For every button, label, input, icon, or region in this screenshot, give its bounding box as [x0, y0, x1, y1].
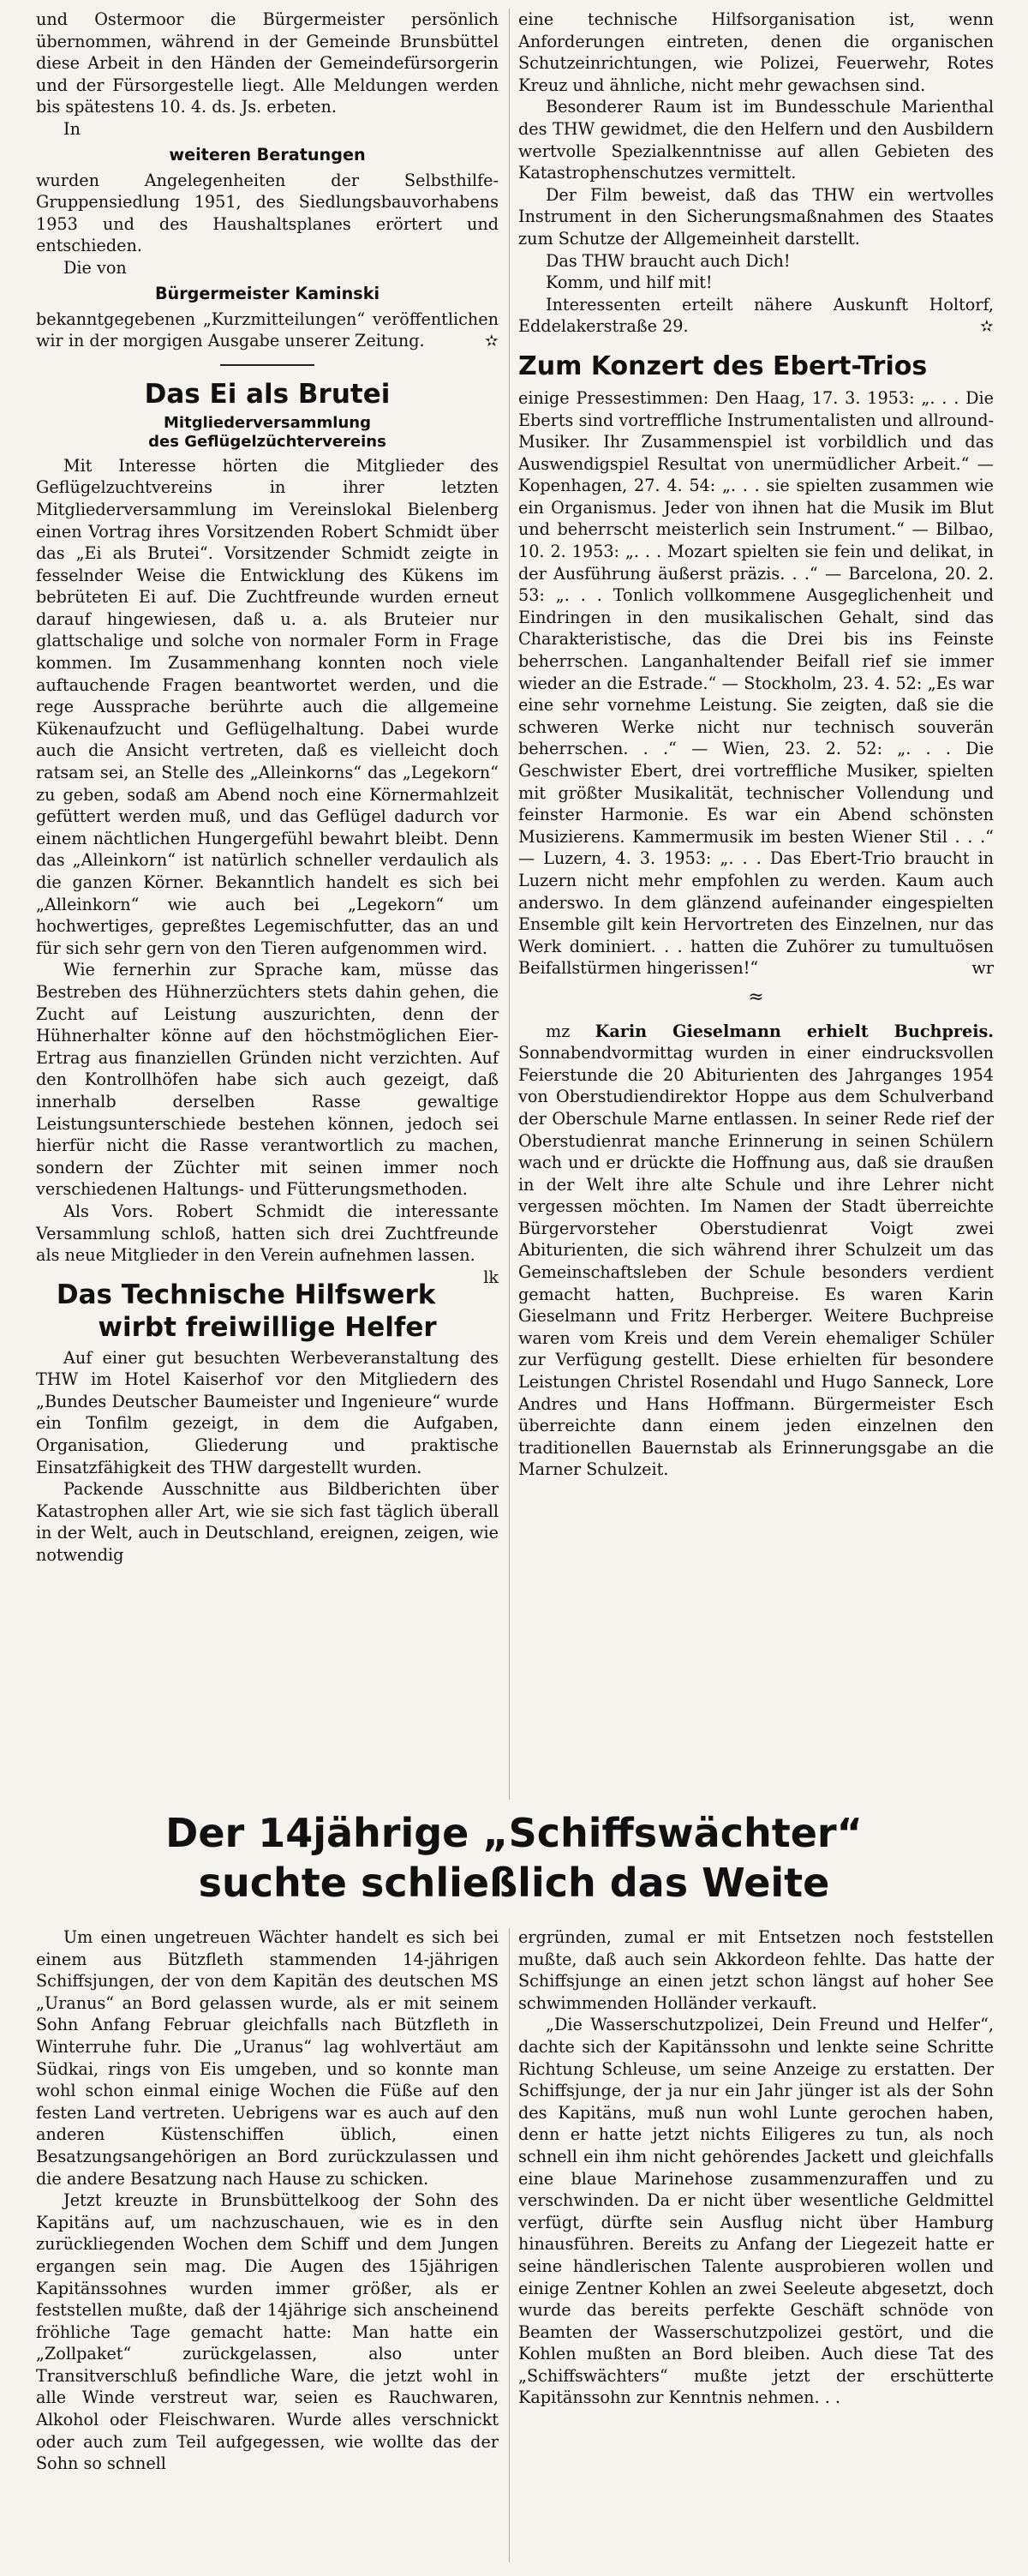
- thw-contact: Interessenten erteilt nähere Auskunft Holtorf, Eddelakerstraße 29.: [518, 294, 994, 337]
- ei-paragraph-3: [36, 1201, 499, 1287]
- kaminski-paragraph: [36, 309, 499, 352]
- ebert-headline: Zum Konzert des Ebert-Trios: [518, 350, 928, 381]
- section-rule: [220, 364, 314, 366]
- ei-subhead-1: Mitgliederversammlung: [164, 413, 371, 432]
- ei-signature: lk: [483, 1267, 499, 1287]
- bottom-left-column: [36, 1926, 499, 2475]
- column-divider: [509, 9, 510, 1800]
- schiff-paragraph-1: Um einen ungetreuen Wächter handelt es sich bei einem aus Bützfleth stammenden 14-jährigen Schiffsjungen, der von dem Kapitän des deutschen MS „Uranus“ an Bord gelassen wurde, als er mit seinem Sohn Anfang Februar gleichfalls nach Bützfleth in Winterruhe fuhr. Die „Uranus“ lag wohlvertäut am Südkai, rings von Eis umgeben, und so konnte man wohl schon einmal einige Wochen die Füße auf den festen Land vertreten. Uebrigens war es auch auf den anderen Küstenschiffen üblich, einen Besatzungsangehörigen an Bord zurückzulassen und die andere Besatzung nach Hause zu schicken.: [36, 1927, 499, 2189]
- schiffswaechter-headline: [0, 1808, 1028, 1908]
- thw-paragraph-7: [518, 294, 994, 338]
- karin-headline: Karin Gieselmann erhielt Buchpreis.: [595, 1021, 994, 1041]
- in-word: In: [63, 118, 81, 139]
- ei-paragraph-3-text: Als Vors. Robert Schmidt die interessante Versammlung schloß, hatten sich drei Zuchtfreunde als neue Mitglieder in den Verein aufnehmen lassen.: [36, 1201, 499, 1266]
- subhead-beratungen: weiteren Beratungen: [169, 144, 366, 165]
- die-von-text: Die von: [63, 257, 127, 278]
- thw-paragraph-4: Der Film beweist, daß das THW ein wertvolles Instrument in den Sicherungsmaßnahmen des Staates zum Schutze der Allgemeinheit darstellt.: [518, 184, 994, 249]
- schiff-paragraph-2: Jetzt kreuzte in Brunsbüttelkoog der Sohn des Kapitäns auf, um nachzuschauen, wie es in den zurückliegenden Wochen dem Schiff und dem Jungen ergangen sein mag. Die Augen des 15jährigen Kapitänssohnes wurden immer größer, als er feststellen mußte, daß der 14jährige sich anscheinend fröhliche Tage gemacht hatte: Man hatte ein „Zollpaket“ zurückgelassen, also unter Transitverschluß befindliche Ware, die jetzt wohl in alle Winde verstreut war, seien es Rauchwaren, Alkohol oder Fleischwaren. Wurde alles verschnickt oder auch zum Teil aufgegessen, wie wollte das der Sohn so schnell: [36, 2190, 499, 2474]
- ei-headline: Das Ei als Brutei: [144, 378, 391, 410]
- karin-text: Sonnabendvormittag wurden in einer eindrucksvollen Feierstunde die 20 Abiturienten des Jahrganges 1954 von Oberstudiendirektor Hoppe aus dem Schulverband der Oberschule Marne entlassen. In seiner Rede rief der Oberstudienrat manche Erinnerung in seinen Schülern wach und er drückte die Hoffnung aus, daß sie draußen in der Welt ihre alte Schule und ihre Lehrer nicht vergessen möchten. Im Namen der Stadt überreichte Bürgervorsteher Oberstudienrat Voigt zwei Abiturienten, die sich während ihrer Schulzeit um das Gemeinschaftsleben der Schule besonders verdient gemacht hatten, Buchpreise. Es waren Karin Gieselmann und Fritz Herberger. Weitere Buchpreise waren vom Kreis und dem Verein ehemaliger Schüler zur Verfügung gestellt. Diese erhielten für besondere Leistungen Christel Rosendahl und Hugo Sanneck, Lore Andres und Hans Hoffmann. Bürgermeister Esch überreichte dann einem jeden einzelnen den traditionellen Bauernstab als Erinnerungsgabe an die Marner Schulzeit.: [518, 1043, 994, 1480]
- schiff-paragraph-4: „Die Wasserschutzpolizei, Dein Freund und Helfer“, dachte sich der Kapitänssohn und lenkte seine Schritte Richtung Schleuse, um seine Anzeige zu erstatten. Der Schiffsjunge, der ja nur ein Jahr jünger ist als der Sohn des Kapitäns, muß nun wohl Lunte gerochen haben, denn er hatte jetzt nichts Eiligeres zu tun, als noch schnell ein ihm nicht gehörendes Jackett und gleichfalls eine blaue Marinehose zusammenzuraffen und zu verschwinden. Da er nicht über wesentliche Geldmittel verfügt, dürfte sein Ausflug nicht über Hamburg hinausführen. Bereits zu Anfang der Liegezeit hatte er seine händlerischen Talente ausprobieren wollen und einige Zentner Kohlen an zwei Seeleute abgesetzt, doch wurde das bereits perfekte Geschäft schnöde von Beamten der Wasserschutzpolizei gestört, und die Kohlen mußten an Bord bleiben. Auch diese Tat des „Schiffswächters“ mußte jetzt der erschütterte Kapitänssohn zur Kenntnis nehmen. . .: [518, 2015, 994, 2408]
- ebert-paragraph: [518, 387, 994, 979]
- beratungen-paragraph: wurden Angelegenheiten der Selbsthilfe-Gruppensiedlung 1951, des Siedlungsbauvorhabens 1953 und des Haushaltsplanes erörtert und entschieden.: [36, 170, 499, 256]
- thw-paragraph-5: Das THW braucht auch Dich!: [546, 250, 791, 271]
- intro-paragraph: und Ostermoor die Bürgermeister persönlich übernommen, während in der Gemeinde Brunsbüttel diese Arbeit in den Händen der Gemeindefürsorgerin und der Fürsorgestelle liegt. Alle Meldungen werden bis spätestens 10. 4. ds. Js. erbeten.: [36, 9, 499, 117]
- ebert-text: einige Pressestimmen: Den Haag, 17. 3. 1953: „. . . Die Eberts sind vortreffliche Instrumentalisten und allround-Musiker. Ihr Zusammenspiel ist vorbildlich und das Auswendigspiel Resultat von unermüdlicher Arbeit.“ — Kopenhagen, 27. 4. 54: „. . . sie spielten zusammen wie ein Organismus. Jeder von ihnen hat die Musik im Blut und beherrscht meisterlich sein Instrument.“ — Bilbao, 10. 2. 1953: „. . . Mozart spielten sie fein und delikat, in der Ausführung äußerst präzis. . .“ — Barcelona, 20. 2. 53: „. . . Tonlich vollkommene Ausgeglichenheit und Eindringen in den musikalischen Gehalt, sind das Charakteristische, das die Drei bis ins Feinste beherrschen. Langanhaltender Beifall rief sie immer wieder an die Estrade.“ — Stockholm, 23. 4. 52: „Es war eine sehr vornehme Leistung. Sie zeigten, daß sie die schweren Werke nicht nur technisch souverän beherrschen. . .“ — Wien, 23. 2. 52: „. . . Die Geschwister Ebert, drei vortreffliche Musiker, spielten mit größter Musikalität, technischer Vollendung und feinster Harmonie. Es war ein Abend schönsten Musizierens. Kammermusik im besten Wiener Stil . . .“ — Luzern, 4. 3. 1953: „. . . Das Ebert-Trio braucht in Luzern nicht mehr empfohlen zu werden. Kaum auch anderswo. In dem glänzend aufeinander eingespielten Ensemble gilt kein Hervortreten des Einzelnen, nur das Werk dominiert. . . hatten die Zuhörer zu tumultuösen Beifallstürmen hingerissen!“: [518, 387, 994, 979]
- thw-paragraph-1: Auf einer gut besuchten Werbeveranstaltung des THW im Hotel Kaiserhof vor den Mitgliedern des „Bundes Deutscher Baumeister und Ingenieure“ wurde ein Tonfilm gezeigt, in dem die Aufgaben, Organisation, Gliederung und praktische Einsatzfähigkeit des THW dargestellt wurden.: [36, 1347, 499, 1477]
- karin-lead: mz: [546, 1021, 571, 1041]
- star-icon: ✫: [484, 331, 499, 351]
- wave-divider: ≈: [748, 985, 764, 1008]
- subhead-kaminski: Bürgermeister Kaminski: [154, 283, 380, 303]
- thw-headline: Das Technische Hilfswerk wirbt freiwillige Helfer: [56, 1279, 437, 1343]
- column-divider-bottom: [509, 1928, 510, 2562]
- star-icon: ✫: [979, 316, 994, 337]
- right-column: [518, 9, 994, 1481]
- bottom-right-column: [518, 1926, 994, 2409]
- ei-paragraph-2: Wie fernerhin zur Sprache kam, müsse das Bestreben des Hühnerzüchters stets dahin gehen, die Zucht auf Leistung auszurichten, denn der Hühnerhalter könne auf den höchstmöglichen Eier-Ertrag aus finanziellen Gründen nicht verzichten. Auf den Kontrollhöfen habe sich auch gezeigt, daß innerhalb derselben Rasse gewaltige Leistungsunterschiede bestehen können, jedoch sei hierfür nicht die Rasse verantwortlich zu machen, sondern der Züchter mit seinen immer noch verschiedenen Haltungs- und Fütterungsmethoden.: [36, 960, 499, 1200]
- left-column: [36, 9, 499, 1567]
- headline-line-1: Der 14jährige „Schiffswächter“: [165, 1810, 863, 1856]
- karin-paragraph: [518, 1021, 994, 1481]
- ebert-signature: wr: [971, 958, 994, 979]
- headline-line-2: suchte schließlich das Weite: [198, 1860, 830, 1906]
- schiff-paragraph-3: ergründen, zumal er mit Entsetzen noch feststellen mußte, daß auch sein Akkordeon fehlte. Das hatte der Schiffsjunge an einen jetzt schon längst auf hoher See schwimmenden Holländer verkauft.: [518, 1927, 994, 2013]
- thw-paragraph-6: Komm, und hilf mit!: [546, 273, 713, 293]
- thw-paragraph-3: Besonderer Raum ist im Bundesschule Marienthal des THW gewidmet, die den Helfern und den Ausbildern wertvolle Spezialkenntnisse auf allen Gebieten des Katastrophenschutzes vermittelt.: [518, 97, 994, 183]
- kaminski-text: bekanntgegebenen „Kurzmitteilungen“ veröffentlichen wir in der morgigen Ausgabe unserer Zeitung.: [36, 309, 499, 351]
- thw-paragraph-2: Packende Ausschnitte aus Bildberichten über Katastrophen aller Art, wie sie sich fast täglich überall in der Welt, auch in Deutschland, ereignen, zeigen, wie notwendig: [36, 1479, 499, 1566]
- thw-continued: eine technische Hilfsorganisation ist, wenn Anforderungen eintreten, denen die organischen Schutzeinrichtungen, wie Polizei, Feuerwehr, Rotes Kreuz und ähnliche, nicht mehr gewachsen sind.: [518, 9, 994, 95]
- ei-paragraph-1: Mit Interesse hörten die Mitglieder des Geflügelzuchtvereins in ihrer letzten Mitgliederversammlung im Vereinslokal Bielenberg einen Vortrag ihres Vorsitzenden Robert Schmidt über das „Ei als Brutei“. Vorsitzender Schmidt zeigte in fesselnder Weise die Entwicklung des Kükens im bebrüteten Ei auf. Die Zuchtfreunde wurden erneut darauf hingewiesen, daß u. a. als Bruteier nur glattschalige und solche von normaler Form in Frage kommen. Im Zusammenhang konnten noch viele auftauchende Fragen beantwortet werden, und die rege Aussprache berührte auch die allgemeine Kükenaufzucht und Geflügelhaltung. Dabei wurde auch die Ansicht vertreten, daß es vielleicht doch ratsam sei, an Stelle des „Alleinkorns“ das „Legekorn“ zu geben, sodaß am Abend noch eine Körnermahlzeit gefüttert werden muß, und das Geflügel dadurch vor einem nächtlichen Hungergefühl bewahrt bleibt. Denn das „Alleinkorn“ ist natürlich schneller verdaulich als die ganzen Körner. Bekanntlich handelt es sich bei „Alleinkorn“ wie auch bei „Legekorn“ um hochwertiges, gepreßtes Legemischfutter, das an und für sich sehr gern von den Tieren aufgenommen wird.: [36, 455, 499, 958]
- ei-subhead-2: des Geflügelzüchtervereins: [148, 432, 386, 451]
